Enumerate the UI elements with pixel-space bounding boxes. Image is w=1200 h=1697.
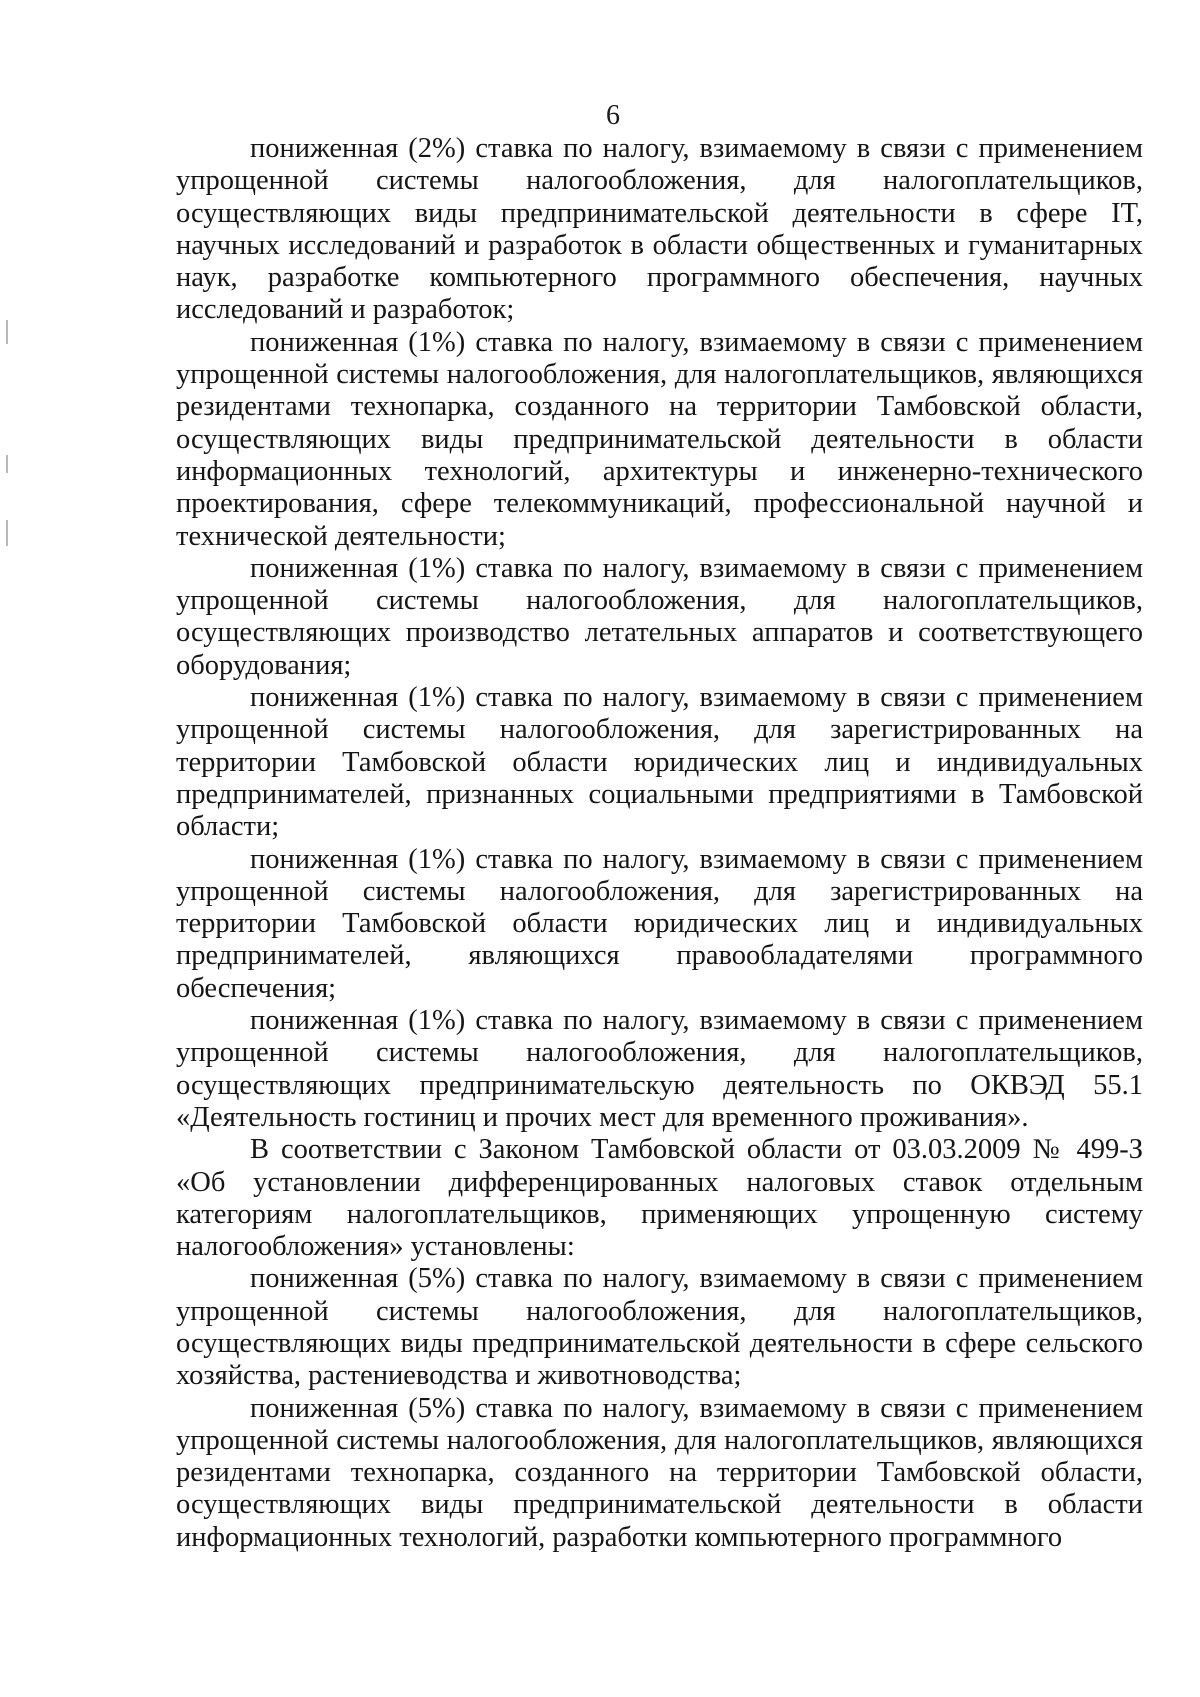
paragraph-reduced-rate-1-hotels: пониженная (1%) ставка по налогу, взимаемому в связи с применением упрощенной системы налогообложения, для налогоплательщиков, осуществляющих предпринимательскую деятельность по ОКВЭД 55.1 «Деятельность гостиниц и прочих мест для временного проживания». — [176, 1005, 1143, 1133]
paragraph-reduced-rate-1-aircraft: пониженная (1%) ставка по налогу, взимаемому в связи с применением упрощенной системы налогообложения, для налогоплательщиков, осуществляющих производство летательных аппаратов и соответствующего оборудования; — [176, 552, 1143, 681]
paragraph-law-reference: В соответствии с Законом Тамбовской области от 03.03.2009 № 499-З «Об установлении дифференцированных налоговых ставок отдельным категориям налогоплательщиков, применяющих упрощенную систему налогообложения» установлены: — [176, 1134, 1143, 1263]
paragraph-reduced-rate-1-social-enterprises: пониженная (1%) ставка по налогу, взимаемому в связи с применением упрощенной системы налогообложения, для зарегистрированных на территории Тамбовской области юридических лиц и индивидуальных предпринимателей, признанных социальными предприятиями в Тамбовской области; — [176, 682, 1143, 843]
paragraph-reduced-rate-5-technopark: пониженная (5%) ставка по налогу, взимаемому в связи с применением упрощенной системы налогообложения, для налогоплательщиков, являющихся резидентами технопарка, созданного на территории Тамбовской области, осуществляющих виды предпринимательской деятельности в области информационных технологий, разработки компьютерного программного — [176, 1392, 1143, 1553]
scan-edge-mark — [6, 320, 8, 344]
paragraph-reduced-rate-5-agriculture: пониженная (5%) ставка по налогу, взимаемому в связи с применением упрощенной системы налогообложения, для налогоплательщиков, осуществляющих виды предпринимательской деятельности в сфере сельского хозяйства, растениеводства и животноводства; — [176, 1263, 1143, 1392]
scan-edge-mark — [6, 520, 8, 546]
body-text — [176, 133, 1143, 1554]
paragraph-reduced-rate-1-technopark: пониженная (1%) ставка по налогу, взимаемому в связи с применением упрощенной системы налогообложения, для налогоплательщиков, являющихся резидентами технопарка, созданного на территории Тамбовской области, осуществляющих виды предпринимательской деятельности в области информационных технологий, архитектуры и инженерно-технического проектирования, сфере телекоммуникаций, профессиональной научной и технической деятельности; — [176, 326, 1143, 552]
page-number: 6 — [606, 100, 620, 131]
scan-edge-mark — [6, 455, 8, 473]
paragraph-reduced-rate-1-software-rightholders: пониженная (1%) ставка по налогу, взимаемому в связи с применением упрощенной системы налогообложения, для зарегистрированных на территории Тамбовской области юридических лиц и индивидуальных предпринимателей, являющихся правообладателями программного обеспечения; — [176, 843, 1143, 1004]
paragraph-reduced-rate-2-it: пониженная (2%) ставка по налогу, взимаемому в связи с применением упрощенной системы налогообложения, для налогоплательщиков, осуществляющих виды предпринимательской деятельности в сфере IT, научных исследований и разработок в области общественных и гуманитарных наук, разработке компьютерного программного обеспечения, научных исследований и разработок; — [176, 133, 1143, 326]
